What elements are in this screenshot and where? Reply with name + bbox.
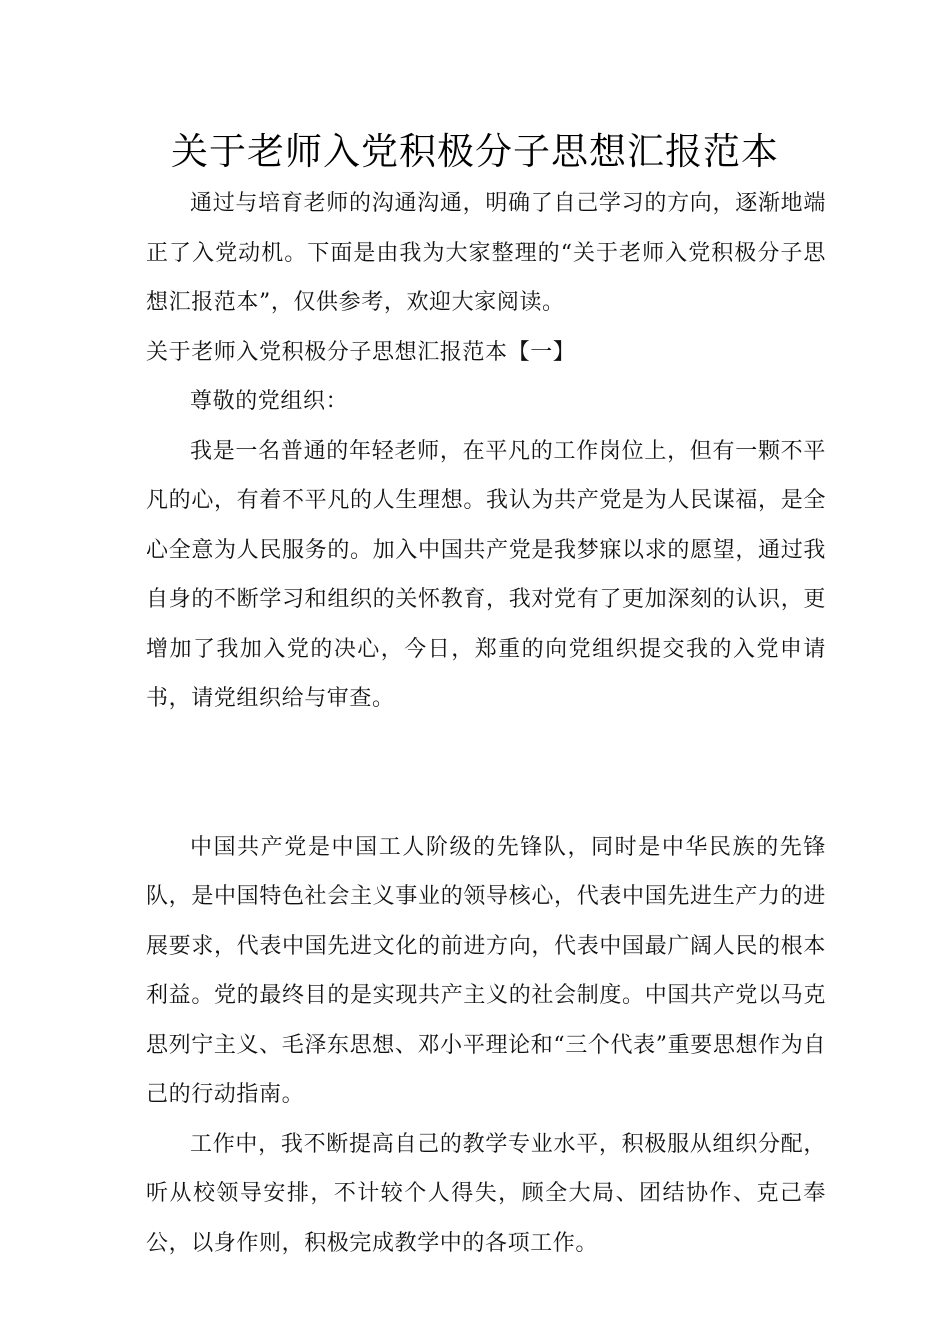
document-body <box>146 179 826 1268</box>
intro-paragraph: 通过与培育老师的沟通沟通，明确了自己学习的方向，逐渐地端正了入党动机。下面是由我为大家整理的“关于老师入党积极分子思想汇报范本”，仅供参考，欢迎大家阅读。 <box>146 191 826 315</box>
paragraph-spacer <box>146 724 826 823</box>
section-heading: 关于老师入党积极分子思想汇报范本【一】 <box>146 339 576 365</box>
body-paragraph: 中国共产党是中国工人阶级的先锋队，同时是中华民族的先锋队，是中国特色社会主义事业的领导核心，代表中国先进生产力的进展要求，代表中国先进文化的前进方向，代表中国最广阔人民的根本利益。党的最终目的是实现共产主义的社会制度。中国共产党以马克思列宁主义、毛泽东思想、邓小平理论和“三个代表”重要思想作为自己的行动指南。 <box>146 834 826 1107</box>
salutation: 尊敬的党组织： <box>190 389 349 414</box>
document-title: 关于老师入党积极分子思想汇报范本 <box>171 130 779 173</box>
body-paragraph: 我是一名普通的年轻老师，在平凡的工作岗位上，但有一颗不平凡的心，有着不平凡的人生理想。我认为共产党是为人民谋福，是全心全意为人民服务的。加入中国共产党是我梦寐以求的愿望，通过我自身的不断学习和组织的关怀教育，我对党有了更加深刻的认识，更增加了我加入党的决心，今日，郑重的向党组织提交我的入党申请书，请党组织给与审查。 <box>146 438 826 711</box>
body-paragraph: 工作中，我不断提高自己的教学专业水平，积极服从组织分配，听从校领导安排，不计较个人得失，顾全大局、团结协作、克己奉公，以身作则，积极完成教学中的各项工作。 <box>146 1131 826 1256</box>
